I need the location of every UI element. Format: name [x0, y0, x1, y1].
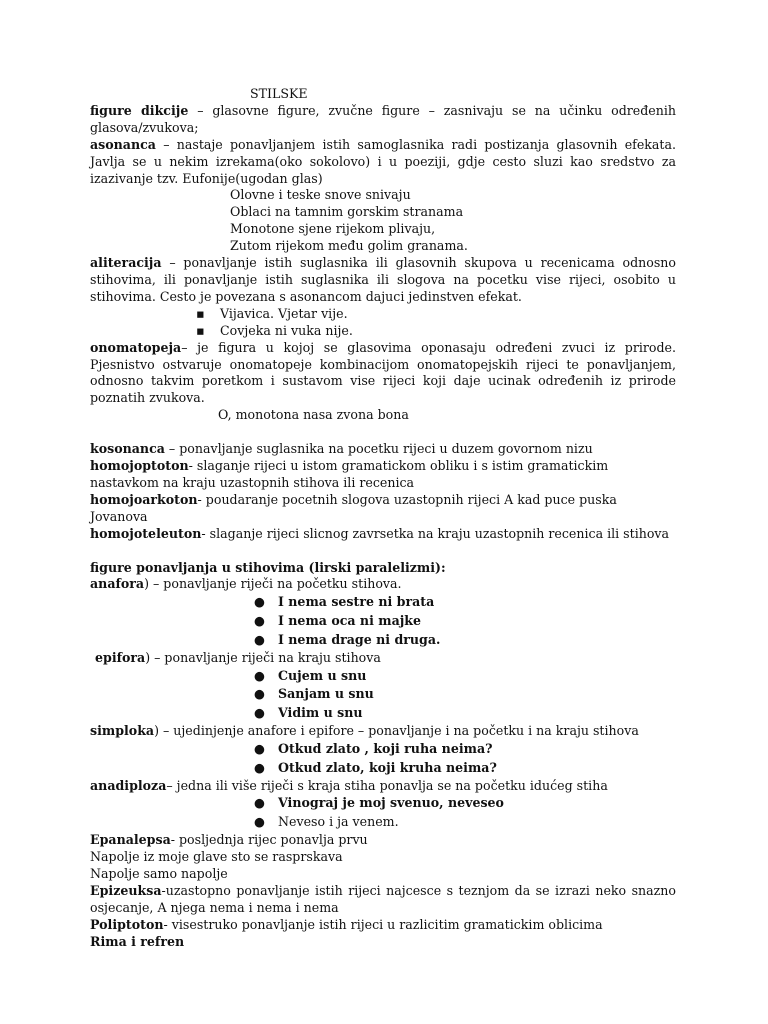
term: simploka — [90, 723, 155, 739]
term: Epanalepsa — [90, 832, 171, 848]
list-item-text: I nema oca ni majke — [278, 613, 422, 629]
paragraph-homojoarkoton — [90, 492, 676, 526]
definition: – jedna ili više riječi s kraja stiha ponavlja se na početku idućeg stiha — [166, 777, 608, 793]
list-item-text: Neveso i ja venem. — [278, 814, 399, 830]
term: kosonanca — [90, 441, 165, 457]
list-item — [90, 704, 676, 723]
epifora-examples — [90, 667, 676, 723]
list-item — [90, 685, 676, 704]
poem-line: Olovne i teske snove snivaju — [230, 187, 411, 203]
section-heading: figure ponavljanja u stihovima (lirski paralelizmi): — [90, 559, 446, 575]
list-item — [90, 667, 676, 686]
paragraph-figure-dikcije — [90, 103, 676, 137]
list-item — [90, 813, 676, 832]
list-item — [90, 631, 676, 650]
list-item — [90, 794, 676, 813]
list-item-text: Vinograj je moj svenuo, neveseo — [278, 795, 504, 811]
spacer — [90, 543, 676, 560]
term: homojoptoton — [90, 458, 189, 474]
definition: - slaganje rijeci slicnog zavrsetka na kraju uzastopnih recenica ili stihova — [201, 525, 670, 541]
paragraph-anadiploza — [90, 778, 676, 795]
poem-example-2: O, monotona nasa zvona bona — [218, 407, 409, 423]
simploka-examples — [90, 740, 676, 778]
anadiploza-examples — [90, 794, 676, 832]
bullet-icon: ● — [254, 740, 265, 756]
definition: – ponavljanje suglasnika na pocetku rijeci u duzem govornom nizu — [164, 441, 593, 457]
square-bullet-icon: ▪ — [196, 305, 205, 321]
bullet-icon: ● — [254, 686, 265, 702]
definition: -uzastopno ponavljanje istih rijeci najcesce s teznjom da se izrazi neko snazno osjecanje, A njega nema i nema i nema — [90, 882, 676, 915]
list-item-text: Vijavica. Vjetar vije. — [220, 305, 348, 321]
term: aliteracija — [90, 255, 162, 271]
paragraph-onomatopeja — [90, 340, 676, 408]
definition: ) – ujedinjenje anafore i epifore – ponavljanje i na početku i na kraju stihova — [154, 723, 639, 739]
poem-example-1 — [90, 187, 676, 255]
bullet-icon: ● — [254, 613, 265, 629]
list-item — [90, 323, 676, 340]
heading-rima-i-refren: Rima i refren — [90, 933, 185, 949]
paragraph-poliptoton — [90, 917, 676, 934]
list-item-text: I nema drage ni druga. — [278, 631, 441, 647]
paragraph-homojoteleuton — [90, 526, 676, 543]
definition: - visestruko ponavljanje istih rijeci u razlicitim gramatickim oblicima — [163, 916, 603, 932]
term: onomatopeja — [90, 339, 182, 355]
list-item — [90, 759, 676, 778]
list-item-text: Otkud zlato, koji kruha neima? — [278, 759, 497, 775]
spacer — [90, 424, 676, 441]
paragraph-aliteracija — [90, 255, 676, 306]
paragraph-asonanca — [90, 137, 676, 188]
paragraph-simploka — [90, 723, 676, 740]
list-item-text: I nema sestre ni brata — [278, 594, 435, 610]
term: Poliptoton — [90, 916, 164, 932]
example-line: Napolje iz moje glave sto se rasprskava — [90, 848, 343, 864]
paragraph-epifora — [90, 650, 676, 667]
list-item — [90, 593, 676, 612]
list-item — [90, 740, 676, 759]
definition: ) – ponavljanje riječi na početku stihova. — [144, 576, 402, 592]
page-title: STILSKE — [250, 86, 308, 101]
paragraph-homojoptoton — [90, 458, 676, 492]
term: asonanca — [90, 136, 156, 152]
definition: – je figura u kojoj se glasovima oponasaju određeni zvuci iz prirode. Pjesnistvo ostvaruje onomatopeje kombinacijom onomatopejskih rijeci te ponavljanjem, odnosno takvim poretkom i sustavom vise rijeci koji daje ucinak određenih iz prirode poznatih zvukova. — [90, 339, 676, 406]
list-item-text: Vidim u snu — [278, 705, 363, 721]
term: homojoarkoton — [90, 491, 198, 507]
definition: – ponavljanje istih suglasnika ili glasovnih skupova u recenicama odnosno stihovima, ili ponavljanje istih suglasnika ili slogova na pocetku vise rijeci, osobito u stihovima. Cesto je povezana s asonancom dajuci jedinstven efekat. — [90, 255, 676, 304]
term: figure dikcije — [90, 102, 189, 118]
definition: - posljednja rijec ponavlja prvu — [170, 832, 368, 848]
poem-line: Oblaci na tamnim gorskim stranama — [230, 204, 464, 220]
paragraph-anafora — [90, 576, 676, 593]
bullet-icon: ● — [254, 759, 265, 775]
paragraph-kosonanca — [90, 441, 676, 458]
list-item-text: Covjeka ni vuka nije. — [220, 322, 353, 338]
definition: – glasovne figure, zvučne figure – zasnivaju se na učinku određenih glasova/zvukova; — [90, 102, 676, 135]
bullet-icon: ● — [254, 795, 265, 811]
term: homojoteleuton — [90, 525, 202, 541]
square-bullet-icon: ▪ — [196, 322, 205, 338]
bullet-icon: ● — [254, 705, 265, 721]
definition: - poudaranje pocetnih slogova uzastopnih rijeci A kad puce puska Jovanova — [90, 491, 617, 524]
definition: – nastaje ponavljanjem istih samoglasnika radi postizanja glasovnih efekata. Javlja se u nekim izrekama(oko sokolovo) i u poeziji, gdje cesto sluzi kao sredstvo za izazivanje tzv. Eufonije(ugodan glas) — [90, 136, 676, 186]
example-line: Napolje samo napolje — [90, 865, 228, 881]
bullet-icon: ● — [254, 667, 265, 683]
definition: - slaganje rijeci u istom gramatickom obliku i s istim gramatickim nastavkom na kraju uzastopnih stihova ili recenica — [90, 458, 609, 490]
term: Epizeuksa — [90, 882, 162, 898]
square-bullet-list — [90, 306, 676, 340]
paragraph-epanalepsa — [90, 832, 676, 849]
bullet-icon: ● — [254, 594, 265, 610]
list-item-text: Cujem u snu — [278, 667, 367, 683]
term: anadiploza — [90, 777, 167, 793]
list-item-text: Otkud zlato , koji ruha neima? — [278, 740, 493, 756]
term: anafora — [90, 576, 145, 592]
document-page — [90, 86, 676, 950]
poem-line: Zutom rijekom među golim granama. — [230, 238, 468, 254]
term: epifora — [95, 649, 146, 665]
bullet-icon: ● — [254, 631, 265, 647]
definition: ) – ponavljanje riječi na kraju stihova — [145, 649, 381, 665]
list-item — [90, 306, 676, 323]
paragraph-epizeuksa — [90, 883, 676, 917]
anafora-examples — [90, 593, 676, 649]
bullet-icon: ● — [254, 814, 265, 830]
poem-line: Monotone sjene rijekom plivaju, — [230, 221, 436, 237]
list-item-text: Sanjam u snu — [278, 686, 374, 702]
list-item — [90, 612, 676, 631]
